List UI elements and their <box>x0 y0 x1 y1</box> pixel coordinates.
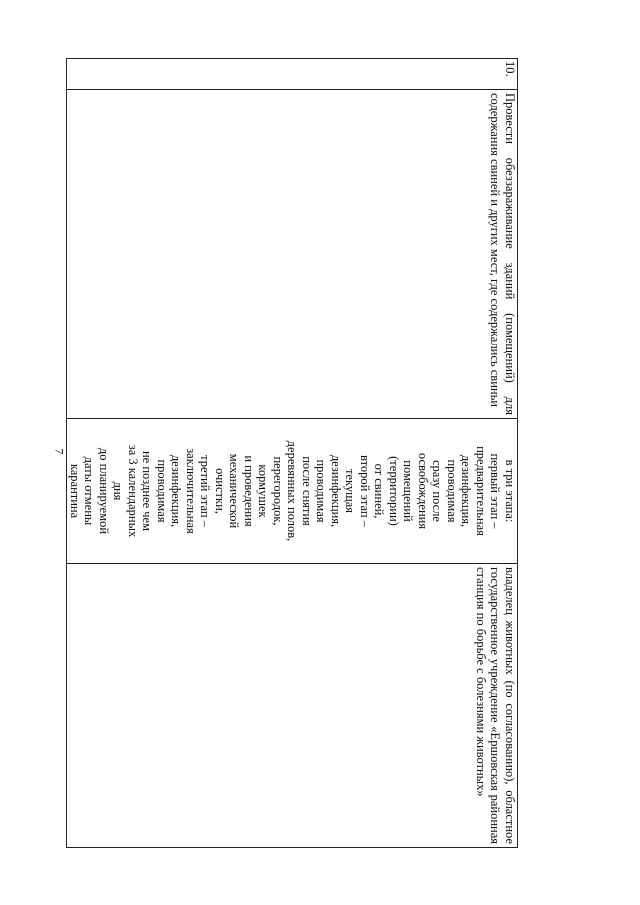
measures-table <box>67 58 519 848</box>
deadline-line: освобождения <box>416 452 430 530</box>
deadline-cell <box>67 419 518 564</box>
deadline-line: предварительная <box>474 446 488 536</box>
deadline-line: за 3 календарных <box>126 444 140 538</box>
deadline-line: помещений <box>401 460 416 522</box>
deadline-line: проводимая <box>445 459 459 523</box>
deadline-line: не позднее чем <box>140 450 155 532</box>
responsible-cell <box>67 564 518 848</box>
deadline-line: сразу после <box>430 460 445 522</box>
event-cell <box>67 90 518 419</box>
deadline-line: дня <box>111 481 126 501</box>
page-number: 7 <box>52 448 67 455</box>
row-number-cell <box>67 59 518 90</box>
deadline-line: деревянных полов, <box>285 440 300 542</box>
deadline-line: от свиней, <box>372 463 387 519</box>
deadline-line: второй этап – <box>358 455 372 527</box>
deadline-line: текущая <box>343 468 358 514</box>
table-row <box>67 59 518 848</box>
deadline-line: проводимая <box>155 459 169 523</box>
deadline-line: кормушек <box>256 464 271 518</box>
deadline-line: после снятия <box>300 456 314 526</box>
deadline-line: первый этап – <box>488 453 503 529</box>
deadline-line: до планируемой <box>97 447 111 535</box>
deadline-line: дезинфекция, <box>169 454 184 528</box>
deadline-line: очистки, <box>213 468 227 514</box>
deadline-line: (территории) <box>387 456 401 526</box>
deadline-line: в три этапа: <box>503 459 517 523</box>
deadline-line: перегородок, <box>271 456 285 526</box>
deadline-line: проводимая <box>314 459 329 523</box>
deadline-line: дезинфекция, <box>459 454 474 528</box>
deadline-line: дезинфекция, <box>329 454 343 528</box>
deadline-line: механической <box>227 453 242 529</box>
event-text: Провести обеззараживание зданий (помещений) для содержания свиней и других мест, где содержались свиньи <box>488 93 517 415</box>
deadline-line: карантина <box>68 463 82 519</box>
row-number: 10. <box>503 61 517 77</box>
deadline-line: даты отмены <box>82 456 97 526</box>
deadline-line: и проведения <box>242 455 256 527</box>
responsible-text: владелец животных (по согласованию), областное государственное учреждение «Ершовская районная станция по борьбе с болезнями животных» <box>474 567 517 844</box>
deadline-line: заключительная <box>184 448 198 534</box>
deadline-line: третий этап – <box>198 455 213 527</box>
